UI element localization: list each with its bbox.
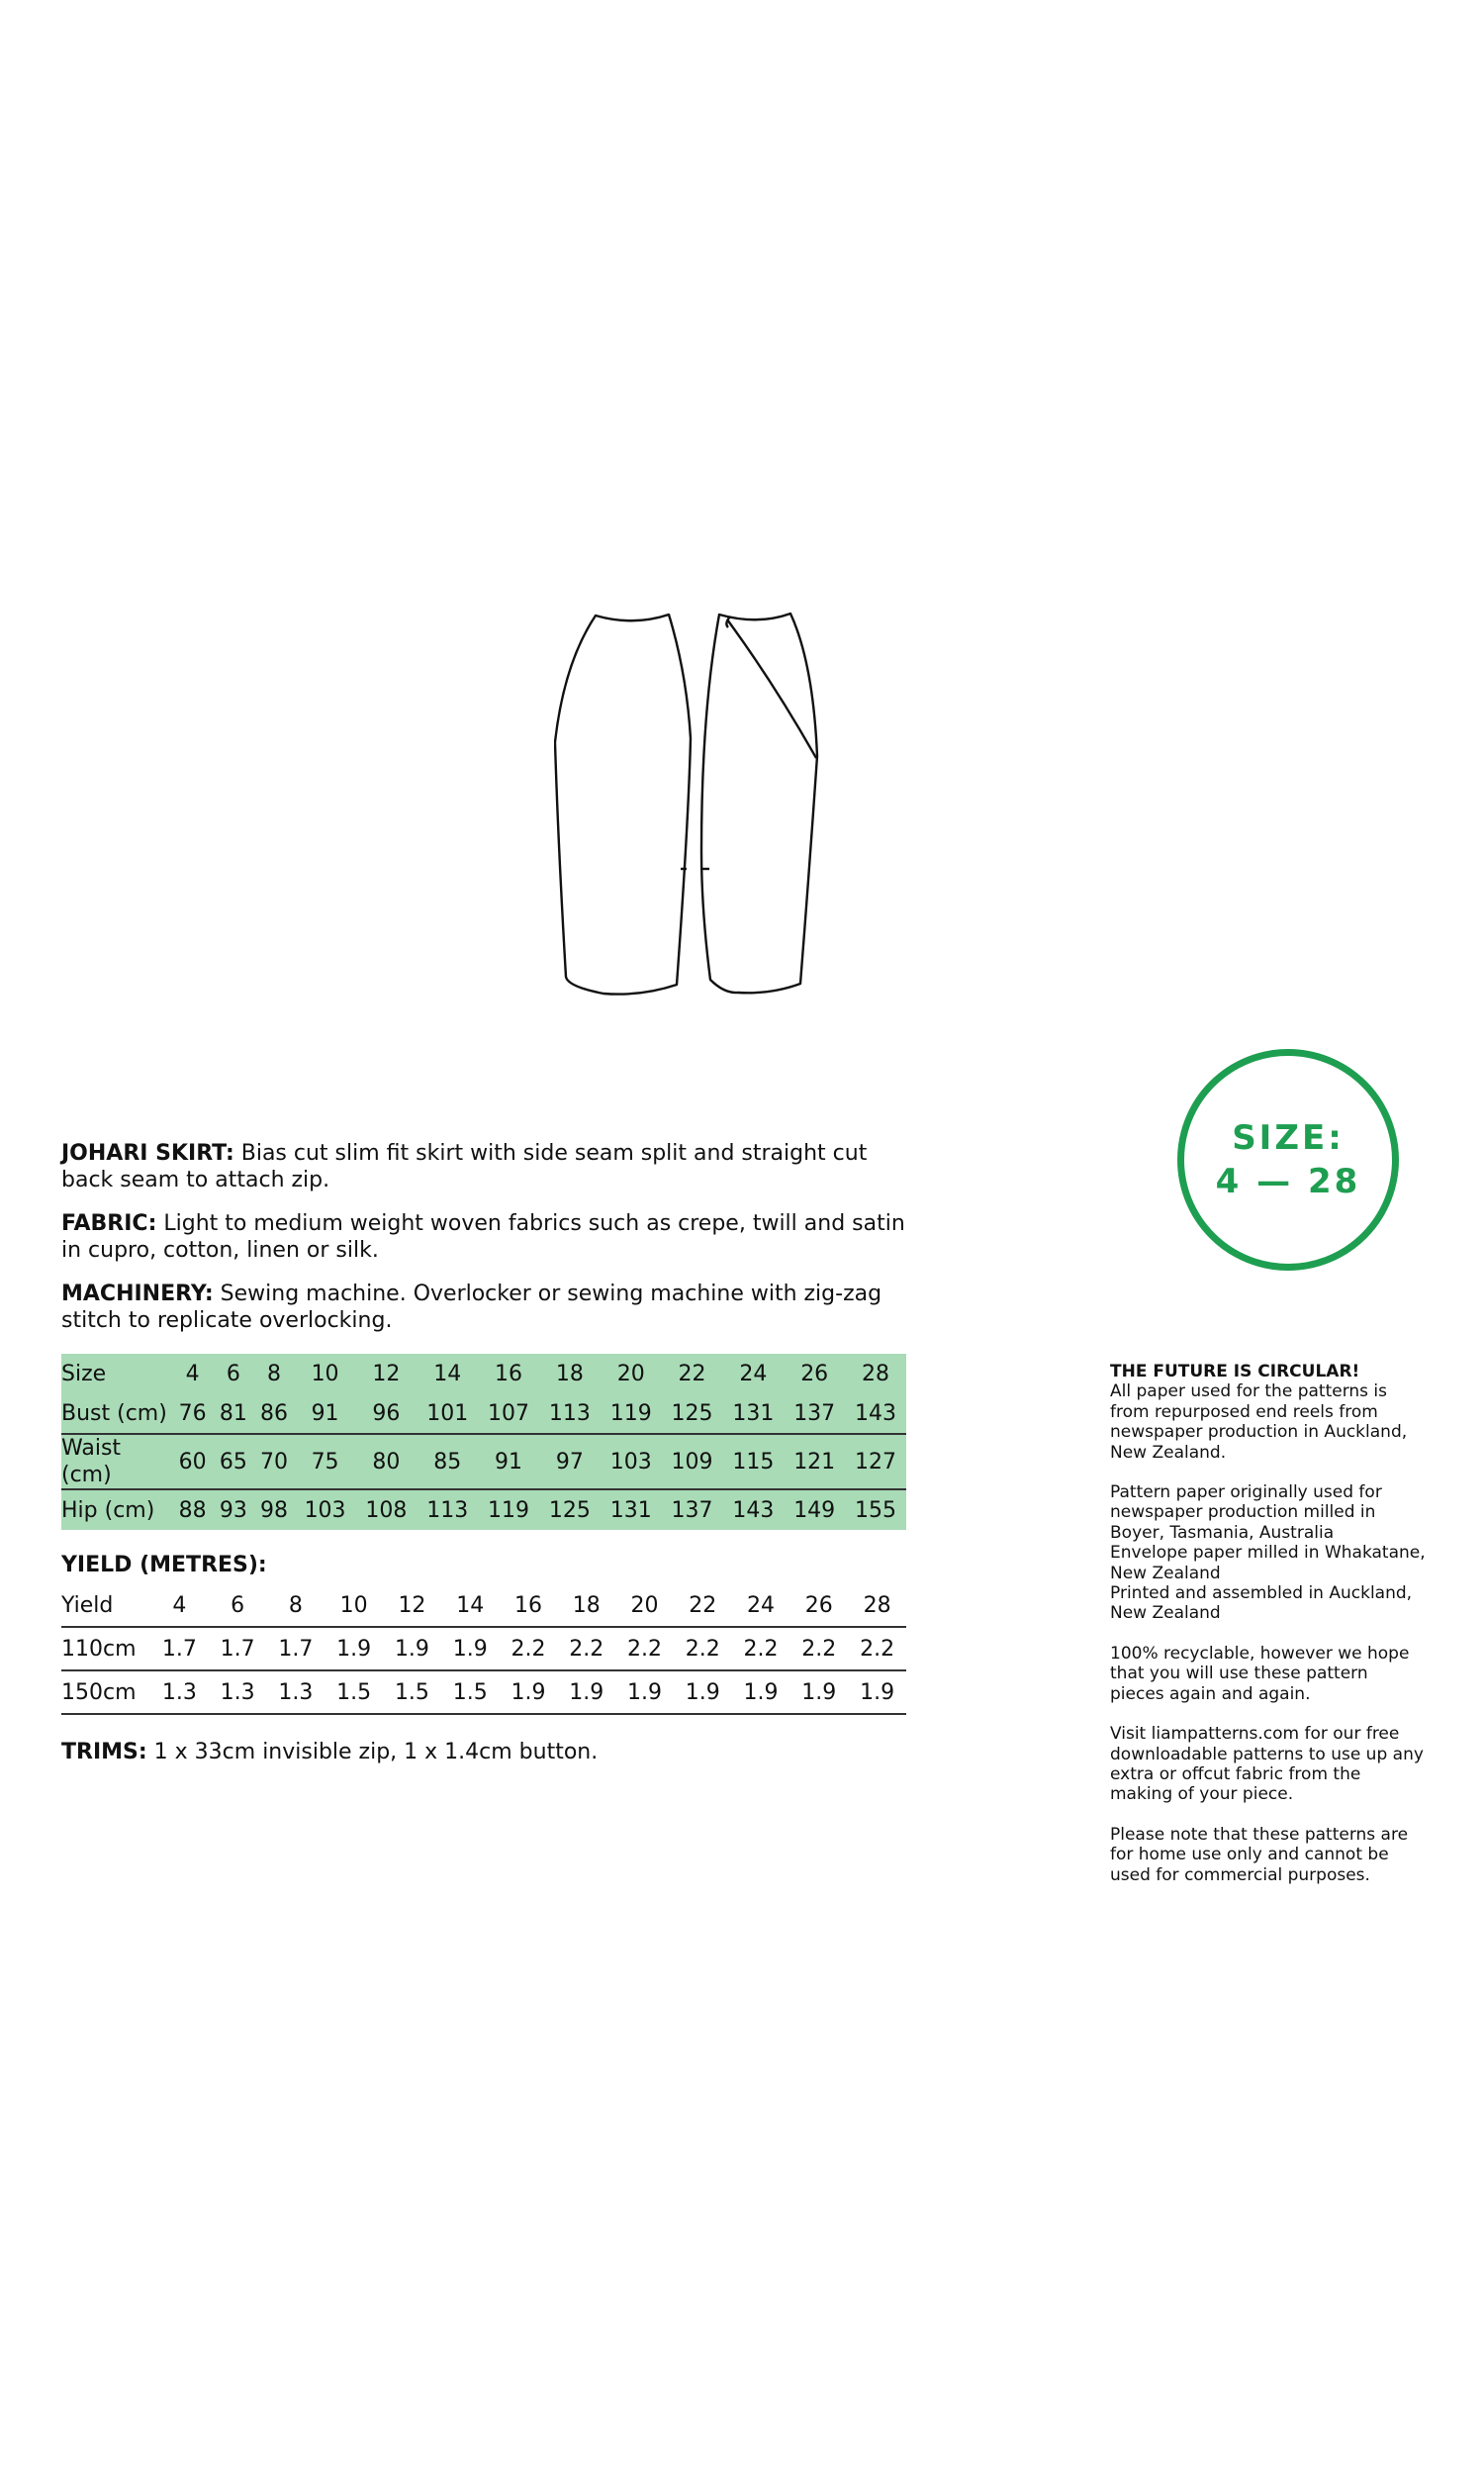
table-cell: 1.5 [441,1670,500,1714]
table-cell: 2.2 [789,1627,848,1670]
size-range-badge [1177,1049,1399,1271]
table-cell: 6 [209,1584,267,1627]
table-cell: 98 [253,1489,294,1530]
table-cell: 60 [172,1434,213,1489]
table-row [61,1354,906,1393]
table-cell: 85 [417,1434,478,1489]
machinery-text: Sewing machine. Overlocker or sewing machine with zig-zag stitch to replicate overlocking. [61,1282,882,1333]
sidebar-recyclable: 100% recyclable, however we hope that you will use these pattern pieces again and again. [1110,1643,1410,1704]
table-cell: 113 [417,1489,478,1530]
table-cell: 1.3 [150,1670,209,1714]
table-cell: 88 [172,1489,213,1530]
table-cell: 1.3 [209,1670,267,1714]
table-cell: 24 [732,1584,790,1627]
skirt-back-view [701,614,817,993]
table-cell: 20 [601,1354,662,1393]
table-cell: 1.9 [789,1670,848,1714]
trims-description [61,1739,912,1765]
skirt-description [61,1140,912,1193]
skirt-front-view [555,615,691,995]
row-header-cell: Hip (cm) [61,1489,172,1530]
machinery-description [61,1281,912,1334]
fabric-text: Light to medium weight woven fabrics such as crepe, twill and satin in cupro, cotton, linen or silk. [61,1211,905,1263]
table-cell: 137 [662,1489,723,1530]
table-cell: 18 [539,1354,601,1393]
table-cell: 131 [722,1393,784,1434]
yield-table [61,1584,906,1715]
table-cell: 8 [267,1584,325,1627]
table-row [61,1489,906,1530]
table-cell: 2.2 [674,1627,732,1670]
table-cell: 14 [441,1584,500,1627]
circular-info-sidebar [1110,1362,1427,1905]
fabric-label: FABRIC: [61,1211,157,1236]
trims-text: 1 x 33cm invisible zip, 1 x 1.4cm button. [153,1740,599,1764]
table-cell: 119 [601,1393,662,1434]
sidebar-paper-origin [1110,1482,1427,1624]
table-cell: 125 [539,1489,601,1530]
table-cell: 16 [478,1354,539,1393]
table-cell: 18 [557,1584,615,1627]
pattern-details [61,1140,912,1782]
table-cell: 4 [150,1584,209,1627]
row-header-cell: Bust (cm) [61,1393,172,1434]
table-cell: 155 [845,1489,906,1530]
table-cell: 1.7 [150,1627,209,1670]
table-cell: 8 [253,1354,294,1393]
table-cell: 1.7 [209,1627,267,1670]
badge-size-range: 4 — 28 [1215,1162,1361,1201]
row-header-cell: 110cm [61,1627,150,1670]
table-cell: 1.9 [674,1670,732,1714]
table-cell: 91 [478,1434,539,1489]
table-cell: 20 [615,1584,674,1627]
table-cell: 28 [848,1584,906,1627]
table-cell: 103 [601,1434,662,1489]
paper-line: Pattern paper originally used for newspaper production milled in Boyer, Tasmania, Australia [1110,1482,1382,1543]
paper-line: Printed and assembled in Auckland, New Zealand [1110,1583,1413,1624]
table-cell: 86 [253,1393,294,1434]
skirt-description-text: Bias cut slim fit skirt with side seam split and straight cut back seam to attach zip. [61,1141,868,1192]
trims-label: TRIMS: [61,1740,147,1764]
table-cell: 1.9 [441,1627,500,1670]
table-cell: 1.9 [557,1670,615,1714]
table-cell: 22 [674,1584,732,1627]
table-cell: 109 [662,1434,723,1489]
table-cell: 2.2 [615,1627,674,1670]
badge-size-label: SIZE: [1232,1118,1345,1158]
table-cell: 81 [213,1393,253,1434]
table-cell: 115 [722,1434,784,1489]
table-cell: 125 [662,1393,723,1434]
table-row [61,1670,906,1714]
table-cell: 91 [295,1393,356,1434]
skirt-flat-illustration [554,594,970,1009]
table-cell: 103 [295,1489,356,1530]
table-cell: 149 [784,1489,845,1530]
table-cell: 14 [417,1354,478,1393]
row-header-cell: 150cm [61,1670,150,1714]
table-cell: 1.9 [848,1670,906,1714]
table-cell: 12 [383,1584,441,1627]
table-cell: 143 [845,1393,906,1434]
sidebar-intro: All paper used for the patterns is from repurposed end reels from newspaper production in Auckland, New Zealand. [1110,1381,1408,1463]
table-cell: 131 [601,1489,662,1530]
size-chart-table [61,1354,906,1530]
skirt-title-label: JOHARI SKIRT: [61,1141,234,1166]
table-cell: 113 [539,1393,601,1434]
table-cell: 6 [213,1354,253,1393]
table-cell: 75 [295,1434,356,1489]
row-header-cell: Yield [61,1584,150,1627]
table-cell: 2.2 [557,1627,615,1670]
table-cell: 76 [172,1393,213,1434]
table-cell: 65 [213,1434,253,1489]
table-cell: 70 [253,1434,294,1489]
sidebar-title: THE FUTURE IS CIRCULAR! [1110,1362,1360,1381]
table-cell: 1.7 [267,1627,325,1670]
table-cell: 22 [662,1354,723,1393]
paper-line: Envelope paper milled in Whakatane, New Zealand [1110,1543,1426,1583]
fabric-description [61,1210,912,1264]
machinery-label: MACHINERY: [61,1282,214,1306]
sidebar-notice: Please note that these patterns are for home use only and cannot be used for commercial purposes. [1110,1824,1409,1885]
table-row [61,1627,906,1670]
table-cell: 1.9 [325,1627,383,1670]
sidebar-visit: Visit liampatterns.com for our free downloadable patterns to use up any extra or offcut fabric from the making of your piece. [1110,1724,1424,1805]
table-cell: 1.3 [267,1670,325,1714]
table-cell: 127 [845,1434,906,1489]
yield-heading: YIELD (METRES): [61,1553,267,1577]
table-cell: 1.9 [615,1670,674,1714]
table-cell: 80 [355,1434,417,1489]
row-header-cell: Size [61,1354,172,1393]
table-cell: 107 [478,1393,539,1434]
table-cell: 1.5 [325,1670,383,1714]
table-cell: 12 [355,1354,417,1393]
table-cell: 10 [295,1354,356,1393]
table-cell: 96 [355,1393,417,1434]
table-cell: 119 [478,1489,539,1530]
table-cell: 2.2 [732,1627,790,1670]
table-row [61,1393,906,1434]
table-cell: 1.9 [383,1627,441,1670]
table-cell: 26 [789,1584,848,1627]
table-cell: 16 [500,1584,558,1627]
row-header-cell: Waist (cm) [61,1434,172,1489]
table-cell: 4 [172,1354,213,1393]
table-cell: 26 [784,1354,845,1393]
table-cell: 93 [213,1489,253,1530]
table-cell: 1.9 [500,1670,558,1714]
table-cell: 143 [722,1489,784,1530]
table-cell: 1.9 [732,1670,790,1714]
table-cell: 121 [784,1434,845,1489]
table-row [61,1584,906,1627]
table-cell: 2.2 [500,1627,558,1670]
table-cell: 108 [355,1489,417,1530]
table-cell: 101 [417,1393,478,1434]
table-cell: 10 [325,1584,383,1627]
table-cell: 137 [784,1393,845,1434]
table-cell: 97 [539,1434,601,1489]
table-cell: 24 [722,1354,784,1393]
table-cell: 28 [845,1354,906,1393]
table-cell: 2.2 [848,1627,906,1670]
table-row [61,1434,906,1489]
table-cell: 1.5 [383,1670,441,1714]
